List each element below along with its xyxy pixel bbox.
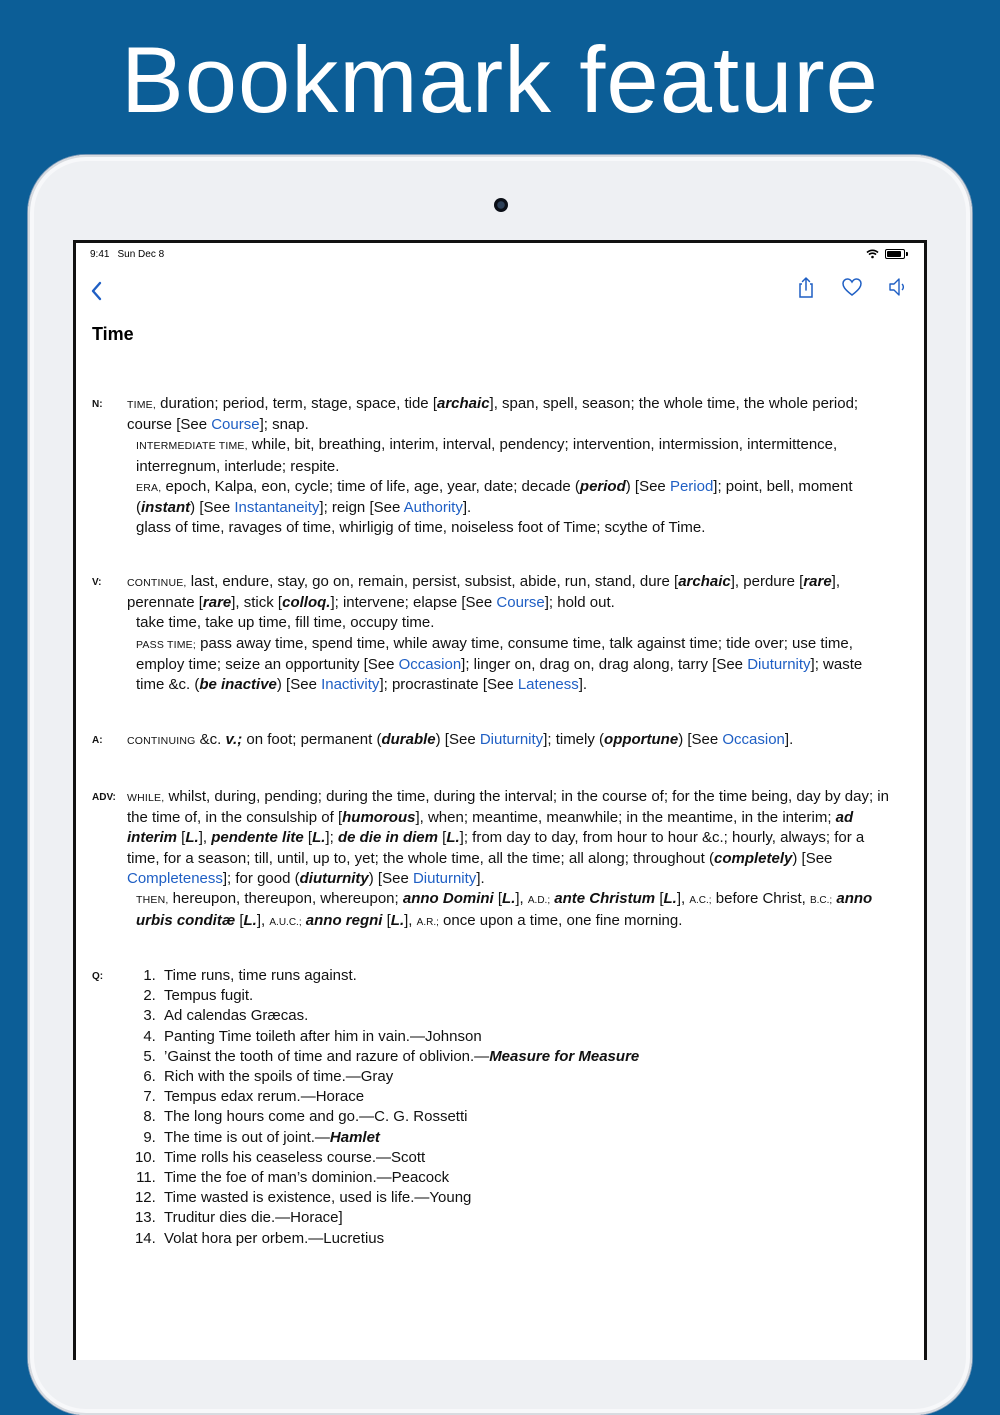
text-run: ]; waste time &c. (: [136, 655, 863, 694]
text-run: Time wasted is existence, used is life.—Young: [164, 1189, 472, 1207]
share-icon: [794, 275, 818, 299]
emphasis-text: archaic: [437, 395, 490, 412]
emphasis-text: opportune: [604, 731, 679, 748]
status-time: 9:41: [90, 249, 110, 260]
text-run: ]; reign [See: [319, 499, 404, 517]
text-run: ’Gainst the tooth of time and razure of oblivion.—: [164, 1047, 490, 1065]
emphasis-text: Hamlet: [329, 1128, 380, 1146]
text-run: ], perennate [: [127, 573, 841, 612]
quotations-section: [92, 966, 892, 1249]
definition-paragraph: [127, 572, 892, 613]
text-run: ].: [462, 499, 472, 517]
text-run: ]; procrastinate [See: [379, 676, 518, 694]
text-run: Truditur dies die.—Horace]: [164, 1209, 343, 1227]
text-run: ].: [578, 676, 588, 694]
text-run: ]; for good (: [222, 869, 300, 887]
quotation-item: [160, 1229, 892, 1249]
text-run: ) [See: [276, 676, 322, 694]
text-run: A.R.;: [416, 917, 439, 929]
quotation-item: [160, 1067, 892, 1087]
cross-reference-link[interactable]: Diuturnity: [479, 731, 544, 748]
emphasis-text: L.: [312, 829, 326, 847]
text-run: ]; snap.: [259, 416, 309, 434]
text-run: [: [235, 912, 244, 930]
quotation-item: [160, 1087, 892, 1107]
speak-button[interactable]: [886, 275, 910, 299]
text-run: whilst, during, pending; during the time, during the interval; in the course of; for the time being, day by day; in the time of, in the consulship of [: [127, 788, 889, 827]
pos-label: ADV:: [92, 792, 116, 803]
text-run: Panting Time toileth after him in vain.—Johnson: [164, 1027, 482, 1045]
noun-section: [92, 394, 892, 538]
quotation-item: [160, 1107, 892, 1127]
quotation-item: [160, 1168, 892, 1188]
pos-label: A:: [92, 735, 103, 746]
toolbar-actions: [794, 275, 910, 299]
headword-text: CONTINUING: [127, 735, 196, 747]
status-indicators: [866, 249, 908, 259]
text-run: ], perdure [: [730, 573, 804, 590]
quotation-item: [160, 1027, 892, 1047]
adjective-section: [92, 730, 892, 751]
text-run: once upon a time, one fine morning.: [438, 912, 683, 930]
quotation-list: [127, 966, 892, 1249]
text-run: ) [See: [435, 731, 480, 748]
text-run: Volat hora per orbem.—Lucretius: [164, 1229, 385, 1247]
text-run: ],: [256, 912, 270, 930]
definition-paragraph: [127, 634, 892, 696]
text-run: ], stick [: [231, 594, 283, 612]
cross-reference-link[interactable]: Course: [211, 416, 260, 434]
text-run: The long hours come and go.—C. G. Rossetti: [164, 1108, 468, 1126]
quotation-item: [160, 986, 892, 1006]
app-screen: [73, 240, 927, 1360]
back-button[interactable]: [86, 273, 110, 303]
text-run: ], when; meantime, meanwhile; in the meantime, in the interim;: [415, 809, 836, 827]
emphasis-text: L.: [185, 829, 199, 847]
text-run: glass of time, ravages of time, whirligig of time, noiseless foot of Time; scythe of Time.: [136, 519, 706, 537]
headword-text: INTERMEDIATE TIME,: [136, 440, 248, 453]
quotation-item: [160, 966, 892, 986]
text-run: B.C.;: [809, 895, 833, 907]
text-run: Ad calendas Græcas.: [164, 1007, 309, 1025]
text-run: ) [See: [792, 849, 833, 867]
speaker-icon: [886, 275, 910, 299]
headword-text: ERA,: [136, 481, 162, 494]
text-run: Time the foe of man’s dominion.—Peacock: [164, 1169, 450, 1187]
headword-text: TIME,: [127, 399, 156, 411]
emphasis-text: L.: [390, 912, 405, 930]
text-run: &c.: [195, 731, 226, 748]
text-run: epoch, Kalpa, eon, cycle; time of life, age, year, date; decade (: [161, 477, 580, 495]
camera-icon: [494, 198, 508, 212]
emphasis-text: Measure for Measure: [489, 1047, 640, 1065]
quotation-item: [160, 1006, 892, 1026]
text-run: last, endure, stay, go on, remain, persist, subsist, abide, run, stand, dure [: [186, 573, 679, 590]
battery-tip: [906, 252, 908, 256]
status-bar: [90, 249, 164, 260]
text-run: ]; linger on, drag on, drag along, tarry [See: [461, 655, 748, 673]
text-run: ],: [198, 829, 212, 847]
text-run: duration; period, term, stage, space, tide [: [156, 395, 437, 412]
text-run: ) [See: [678, 731, 723, 748]
quotation-item: [160, 1047, 892, 1067]
text-run: [: [437, 829, 447, 847]
text-run: ]; hold out.: [544, 594, 615, 612]
chevron-left-icon: [86, 273, 110, 303]
cross-reference-link[interactable]: Diuturnity: [412, 869, 477, 887]
text-run: on foot; permanent (: [242, 731, 382, 748]
emphasis-text: L.: [663, 890, 677, 908]
cross-reference-link[interactable]: Instantaneity: [234, 499, 320, 517]
cross-reference-link[interactable]: Period: [669, 477, 714, 495]
text-run: The time is out of joint.—: [164, 1128, 330, 1146]
text-run: ].: [784, 731, 794, 748]
emphasis-text: L.: [446, 829, 460, 847]
headword-text: THEN,: [136, 894, 169, 907]
definition-paragraph: [127, 477, 892, 518]
text-run: ]; timely (: [543, 731, 605, 748]
section-body: [127, 572, 892, 695]
emphasis-text: completely: [713, 849, 793, 867]
text-run: A.U.C.;: [269, 917, 302, 929]
text-run: [: [493, 890, 503, 908]
battery-icon: [885, 249, 905, 259]
emphasis-text: ante Christum: [554, 890, 656, 908]
definition-paragraph: [127, 613, 892, 633]
emphasis-text: period: [579, 477, 626, 495]
pos-label: V:: [92, 577, 102, 588]
text-run: ]; intervene; elapse [See: [330, 594, 497, 612]
cross-reference-link[interactable]: Completeness: [127, 869, 223, 887]
text-run: pass away time, spend time, while away time, consume time, talk against time; tide over; use time, employ time; seize an opportunity [See: [136, 634, 853, 673]
status-date: Sun Dec 8: [117, 249, 165, 260]
text-run: ],: [515, 890, 528, 908]
emphasis-text: be inactive: [199, 676, 277, 694]
definition-paragraph: [127, 518, 892, 538]
text-run: [: [382, 912, 391, 930]
text-run: ], span, spell, season; the whole time, the whole period; course [See: [127, 395, 859, 434]
text-run: ]; point, bell, moment (: [136, 477, 853, 517]
emphasis-text: ad interim: [127, 809, 854, 847]
text-run: ].: [476, 869, 485, 887]
quotation-item: [160, 1128, 892, 1148]
definition-paragraph: [127, 435, 892, 476]
emphasis-text: L.: [243, 912, 257, 930]
emphasis-text: rare: [202, 594, 232, 612]
text-run: A.C.;: [689, 895, 712, 907]
definition-paragraph: [127, 889, 892, 933]
text-run: ) [See: [625, 477, 670, 495]
text-run: Time rolls his ceaseless course.—Scott: [164, 1148, 426, 1166]
text-run: Tempus edax rerum.—Horace: [164, 1088, 365, 1106]
section-body: [127, 787, 892, 933]
text-run: Tempus fugit.: [164, 987, 254, 1005]
cross-reference-link[interactable]: Diuturnity: [747, 655, 811, 673]
verb-section: [92, 572, 892, 695]
emphasis-text: colloq.: [282, 594, 331, 612]
text-run: while, bit, breathing, interim, interval, pendency; intervention, intermission, intermittence, interregnum, interlude; respite.: [136, 436, 838, 475]
text-run: [: [177, 829, 186, 847]
text-run: ],: [404, 912, 417, 930]
cross-reference-link[interactable]: Lateness: [517, 676, 579, 694]
heart-icon: [840, 275, 864, 299]
emphasis-text: L.: [502, 890, 516, 908]
text-run: ]; from day to day, from hour to hour &c.; hourly, always; for a time, for a season; till, until, up to, yet; the whole time, all the time; all along; throughout (: [127, 829, 865, 867]
entry-title: Time: [92, 324, 134, 344]
emphasis-text: anno Domini: [402, 890, 494, 908]
cross-reference-link[interactable]: Inactivity: [321, 676, 380, 694]
text-run: before Christ,: [711, 890, 810, 908]
wifi-icon: [866, 249, 879, 259]
emphasis-text: anno regni: [305, 912, 383, 930]
cross-reference-link[interactable]: Occasion: [398, 655, 462, 673]
text-run: hereupon, thereupon, whereupon;: [168, 890, 403, 908]
definition-paragraph: [127, 394, 892, 435]
quotation-item: [160, 1208, 892, 1228]
emphasis-text: pendente lite: [211, 829, 304, 847]
emphasis-text: rare: [803, 573, 832, 590]
emphasis-text: archaic: [678, 573, 731, 590]
text-run: Time runs, time runs against.: [164, 967, 357, 984]
text-run: Rich with the spoils of time.—Gray: [164, 1068, 394, 1086]
definition-paragraph: [127, 730, 892, 751]
adverb-section: [92, 787, 892, 933]
text-run: [: [655, 890, 664, 908]
text-run: ];: [325, 829, 338, 847]
pos-label: N:: [92, 399, 103, 410]
pos-label: Q:: [92, 971, 104, 982]
definition-paragraph: [127, 787, 892, 889]
navigation-bar: [76, 267, 924, 307]
headword-text: PASS TIME;: [136, 638, 196, 651]
emphasis-text: durable: [381, 731, 436, 748]
cross-reference-link[interactable]: Authority: [403, 499, 463, 517]
headword-text: WHILE,: [127, 792, 165, 804]
emphasis-text: instant: [141, 499, 191, 517]
share-button[interactable]: [794, 275, 818, 299]
section-body: [127, 730, 892, 751]
emphasis-text: diuturnity: [299, 869, 369, 887]
headline: Bookmark feature: [121, 27, 879, 132]
text-run: ],: [676, 890, 690, 908]
emphasis-text: v.;: [225, 731, 243, 748]
bookmark-button[interactable]: [840, 275, 864, 299]
text-run: A.D.;: [527, 895, 551, 907]
text-run: ) [See: [190, 499, 235, 517]
text-run: ) [See: [368, 869, 413, 887]
emphasis-text: humorous: [342, 809, 416, 827]
headword-text: CONTINUE,: [127, 577, 187, 589]
quotation-item: [160, 1148, 892, 1168]
section-body: [127, 394, 892, 538]
emphasis-text: de die in diem: [337, 829, 438, 847]
emphasis-text: anno urbis conditæ: [136, 890, 873, 930]
cross-reference-link[interactable]: Occasion: [722, 731, 785, 748]
text-run: take time, take up time, fill time, occupy time.: [136, 614, 435, 632]
section-body: [127, 966, 892, 1249]
text-run: [: [303, 829, 313, 847]
cross-reference-link[interactable]: Course: [496, 594, 545, 612]
quotation-item: [160, 1188, 892, 1208]
